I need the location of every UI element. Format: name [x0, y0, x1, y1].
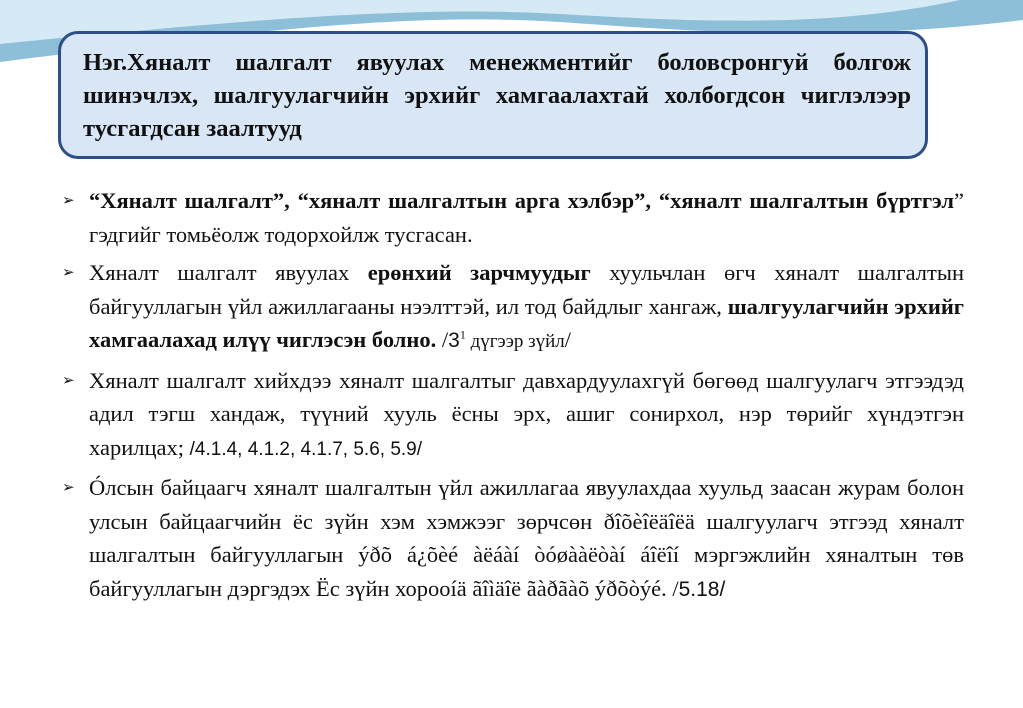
- bullet-item-2: [62, 256, 964, 359]
- bullet-4-text: Óлсын байцаагч хяналт шалгалтын үйл ажиллагаа явуулахдаа хуульд заасан журам болон улсын байцаагчийн ёс зүйн хэм хэмжээг зөрчсөн ðîõèîëäîëä шалгуулагч этгээд хяналт шалгалтын байгууллагын ýðõ á¿õèé àëáàí òóøààëòàí áîëîí мэргэжлийн хяналтын төв байгууллагын дэргэдэх Ёс зүйн хорооíä ãîìäîë ãàðãàõ ýðõòýé. /: [89, 475, 964, 601]
- slide-title-box: [58, 31, 928, 159]
- bullet-2-text-2: хуульчлан өгч хяналт шалгалтын байгууллагын үйл ажиллагааны нээлттэй, ил тод байдлыг хангаж,: [89, 260, 964, 319]
- bullet-2-bold-1: ерөнхий зарчмуудыг: [367, 260, 591, 285]
- bullet-list: [62, 184, 964, 611]
- bullet-2-ref-end: /: [564, 327, 572, 352]
- bullet-1-text: ” гэдгийг томьёолж тодорхойлж тусгасан.: [89, 188, 964, 247]
- bullet-3-refs: /4.1.4, 4.1.2, 4.1.7, 5.6, 5.9/: [189, 438, 423, 460]
- arrow-bullet-icon: ➢: [62, 191, 75, 209]
- slide-title: Нэг.Хяналт шалгалт явуулах менежментийг боловсронгуй болгож шинэчлэх, шалгуулагчийн эрхийг хамгаалахтай холбогдсон чиглэлээр тусгагдсан заалтууд: [83, 49, 911, 142]
- bullet-2-text-1: Хяналт шалгалт явуулах: [89, 260, 368, 285]
- bullet-3-text: Хяналт шалгалт хийхдээ хяналт шалгалтыг давхардуулахгүй бөгөөд шалгуулагч этгээдэд адил тэгш хандаж, түүний хууль ёсны эрх, ашиг сонирхол, нэр төрийг хүндэтгэн харилцах;: [89, 367, 964, 460]
- bullet-2-ref-superscript: 1: [459, 327, 466, 342]
- bullet-2-slash: /: [436, 327, 449, 352]
- bullet-1-bold-text: “Хяналт шалгалт”, “хяналт шалгалтын арга хэлбэр”, “хяналт шалгалтын бүртгэл: [89, 188, 954, 213]
- bullet-4-ref: 5.18/: [678, 577, 726, 601]
- arrow-bullet-icon: ➢: [62, 370, 75, 389]
- arrow-bullet-icon: ➢: [62, 478, 75, 496]
- bullet-item-3: [62, 364, 964, 467]
- bullet-2-ref-text: дүгээр зүйл: [465, 331, 565, 352]
- bullet-item-4: [62, 471, 964, 606]
- bullet-2-bold-2: шалгуулагчийн эрхийг хамгаалахад илүү чиглэсэн болно.: [89, 293, 965, 352]
- bullet-item-1: [62, 184, 964, 251]
- arrow-bullet-icon: ➢: [62, 263, 75, 281]
- bullet-2-ref-number: 3: [448, 329, 460, 352]
